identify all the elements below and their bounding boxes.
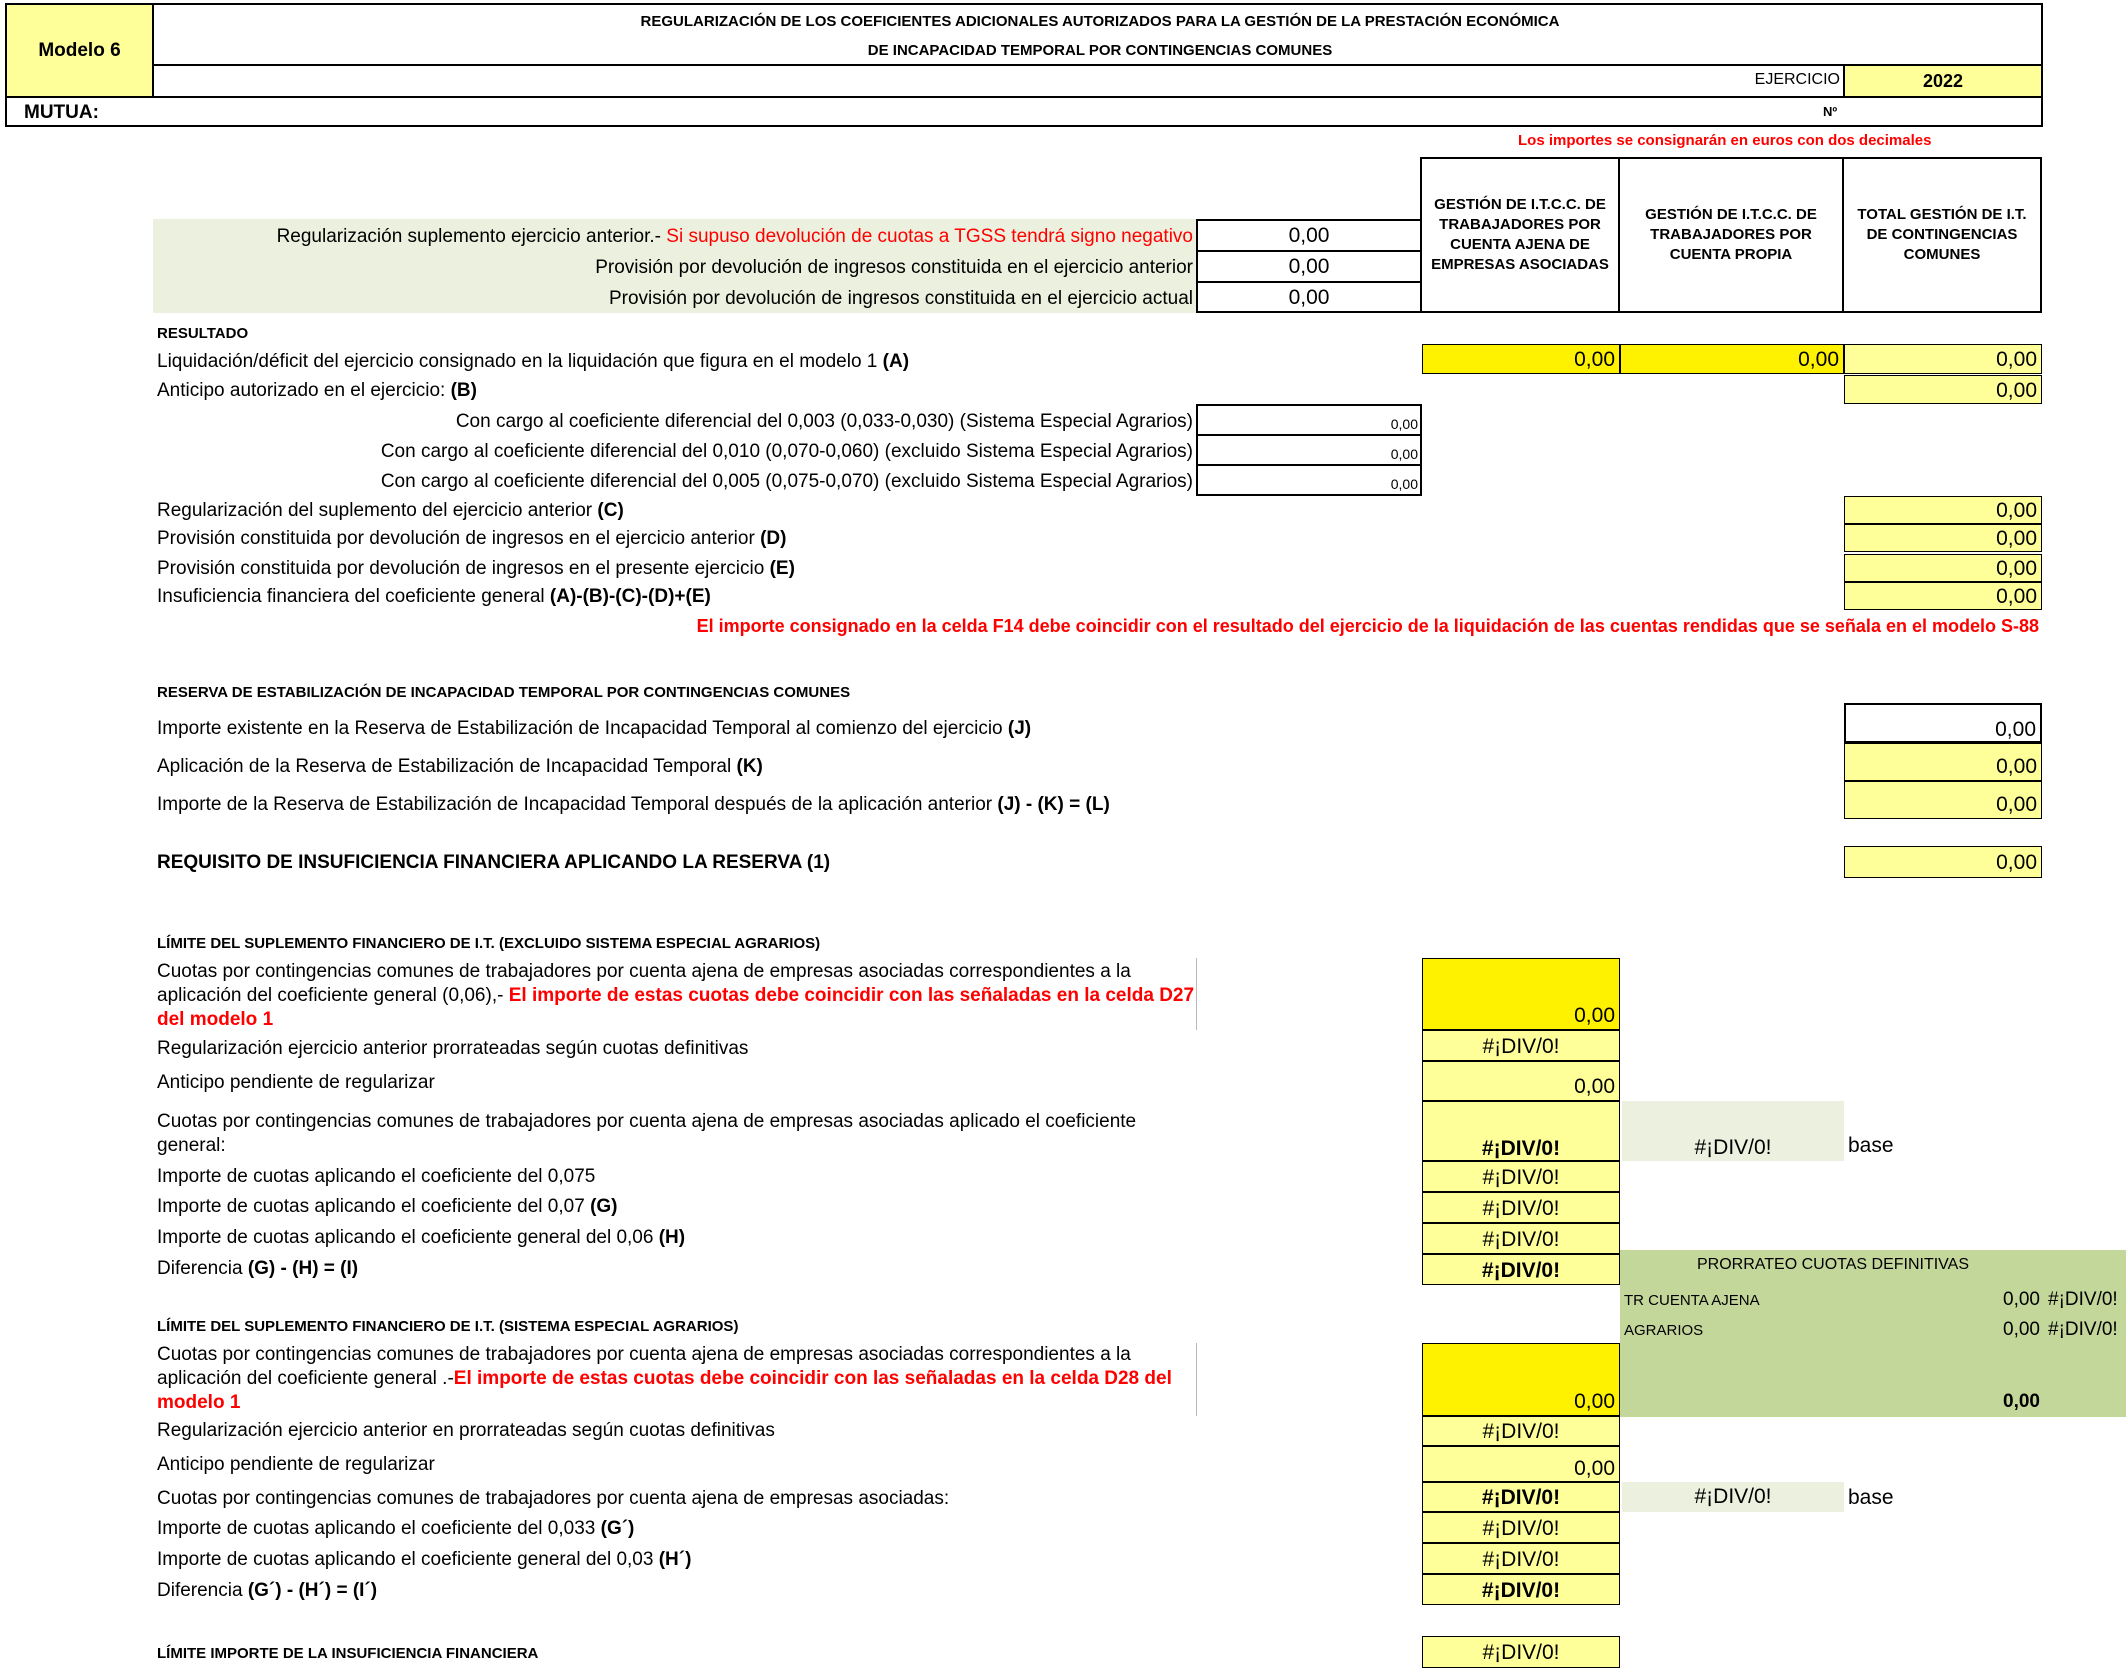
prorrateo-r1-label: TR CUENTA AJENA xyxy=(1624,1292,1760,1309)
title-line1: REGULARIZACIÓN DE LOS COEFICIENTES ADICIONALES AUTORIZADOS PARA LA GESTIÓN DE LA PRESTACIÓN ECONÓMICA xyxy=(640,13,1560,30)
prorrateo-title: PRORRATEO CUOTAS DEFINITIVAS xyxy=(1696,1256,1970,1273)
limite2-h-label xyxy=(157,1549,691,1571)
top-row-1-label xyxy=(153,226,1193,248)
top-row-1-value[interactable]: 0,00 xyxy=(1288,224,1330,247)
limite1-cuotas-text: aplicación del coeficiente general (0,06),- xyxy=(157,985,509,1006)
limite1-cuotas-line1: Cuotas por contingencias comunes de trabajadores por cuenta ajena de empresas asociadas correspondientes a la xyxy=(157,961,1131,982)
limite2-g-label xyxy=(157,1518,634,1540)
prorrateo-total: 0,00 xyxy=(2003,1391,2040,1412)
top-row-3-value[interactable]: 0,00 xyxy=(1288,286,1330,309)
row-c-label xyxy=(157,500,624,522)
row-a-text: Liquidación/déficit del ejercicio consignado en la liquidación que figura en el modelo 1 xyxy=(157,351,883,372)
row-b1-label: Con cargo al coeficiente diferencial del 0,003 (0,033-0,030) (Sistema Especial Agrarios) xyxy=(455,411,1193,432)
top-sep-1 xyxy=(1196,250,1422,252)
limite2-ant-label: Anticipo pendiente de regularizar xyxy=(157,1454,435,1475)
requisito-label: REQUISITO DE INSUFICIENCIA FINANCIERA APLICANDO LA RESERVA (1) xyxy=(157,852,831,873)
anticipo-sep-1 xyxy=(1196,434,1422,436)
limite2-cap-value[interactable]: #¡DIV/0! xyxy=(1422,1482,1620,1512)
limite1-dif-value[interactable]: #¡DIV/0! xyxy=(1422,1254,1620,1285)
ejercicio-value[interactable] xyxy=(1845,66,2041,96)
limite2-cuotas-value[interactable]: 0,00 xyxy=(1422,1343,1620,1416)
row-e-code: (E) xyxy=(769,558,795,579)
limite1-ant-value[interactable]: 0,00 xyxy=(1422,1061,1620,1101)
limite1-i06-value[interactable]: #¡DIV/0! xyxy=(1422,1223,1620,1254)
anticipo-sep-2 xyxy=(1196,464,1422,466)
limite2-h-code: (H´) xyxy=(658,1549,692,1570)
row-b-label xyxy=(157,380,477,402)
limite2-reg-value[interactable]: #¡DIV/0! xyxy=(1422,1416,1620,1446)
row-b2-value[interactable]: 0,00 xyxy=(1390,446,1418,462)
limite2-ant-value[interactable]: 0,00 xyxy=(1422,1446,1620,1482)
row-a-total[interactable]: 0,00 xyxy=(1844,344,2042,374)
row-ins-total[interactable]: 0,00 xyxy=(1844,582,2042,610)
limite1-cuotas-line3: del modelo 1 xyxy=(157,1009,274,1030)
limite1-i06-code: (H) xyxy=(658,1227,686,1248)
limite2-cap-value2: #¡DIV/0! xyxy=(1622,1482,1844,1512)
row-j-total[interactable]: 0,00 xyxy=(1844,703,2042,743)
row-c-total[interactable]: 0,00 xyxy=(1844,496,2042,524)
limite1-cuotas-line2 xyxy=(157,985,1194,1007)
row-k-text: Aplicación de la Reserva de Estabilización de Incapacidad Temporal xyxy=(157,756,737,777)
limite2-dif-value[interactable]: #¡DIV/0! xyxy=(1422,1574,1620,1605)
limite2-divider xyxy=(1196,1343,1197,1416)
row-a-code: (A) xyxy=(882,351,910,372)
row-e-label xyxy=(157,558,795,580)
limite1-cuotas-warning: El importe de estas cuotas debe coincidir con las señaladas en la celda D27 xyxy=(508,985,1195,1006)
limite1-i06-text: Importe de cuotas aplicando el coeficiente general del 0,06 xyxy=(157,1227,659,1248)
top-row-1-text: Regularización suplemento ejercicio anterior.- xyxy=(276,226,667,247)
row-e-text: Provisión constituida por devolución de ingresos en el presente ejercicio xyxy=(157,558,770,579)
numero-label: Nº xyxy=(1823,104,1838,119)
limite2-dif-code: (G´) - (H´) = (I´) xyxy=(247,1580,378,1601)
resultado-title: RESULTADO xyxy=(157,325,249,342)
limite1-dif-text: Diferencia xyxy=(157,1258,248,1279)
limite1-cap-line2: general: xyxy=(157,1135,226,1156)
limite2-g-value[interactable]: #¡DIV/0! xyxy=(1422,1512,1620,1543)
limite1-i075-value[interactable]: #¡DIV/0! xyxy=(1422,1161,1620,1192)
row-b3-label: Con cargo al coeficiente diferencial del 0,005 (0,075-0,070) (excluido Sistema Especial Agrarios) xyxy=(380,471,1193,492)
limite2-cuotas-line1: Cuotas por contingencias comunes de trabajadores por cuenta ajena de empresas asociadas correspondientes a la xyxy=(157,1344,1131,1365)
row-ins-label xyxy=(157,586,711,608)
limite1-i07-value[interactable]: #¡DIV/0! xyxy=(1422,1192,1620,1223)
row-ins-code: (A)-(B)-(C)-(D)+(E) xyxy=(549,586,711,607)
col-header-propia: GESTIÓN DE I.T.C.C. DE TRABAJADORES POR CUENTA PROPIA xyxy=(1618,157,1844,313)
limite1-cuotas-value[interactable]: 0,00 xyxy=(1422,958,1620,1030)
top-row-2-label: Provisión por devolución de ingresos constituida en el ejercicio anterior xyxy=(595,257,1193,278)
prorrateo-r2-label: AGRARIOS xyxy=(1624,1322,1704,1339)
limite2-cuotas-warning: El importe de estas cuotas debe coincidir con las señaladas en la celda D28 del xyxy=(453,1368,1172,1389)
top-row-1-warning: Si supuso devolución de cuotas a TGSS tendrá signo negativo xyxy=(666,226,1193,247)
row-e-total[interactable]: 0,00 xyxy=(1844,554,2042,582)
col-header-total: TOTAL GESTIÓN DE I.T. DE CONTINGENCIAS COMUNES xyxy=(1842,157,2042,313)
limite2-cuotas-line2 xyxy=(157,1368,1172,1390)
ejercicio-year: 2022 xyxy=(1922,70,1964,91)
row-b2-label: Con cargo al coeficiente diferencial del 0,010 (0,070-0,060) (excluido Sistema Especial Agrarios) xyxy=(380,441,1193,462)
prorrateo-r2-v2: #¡DIV/0! xyxy=(2048,1319,2118,1340)
top-row-2-value[interactable]: 0,00 xyxy=(1288,255,1330,278)
row-k-total[interactable]: 0,00 xyxy=(1844,743,2042,781)
row-b1-value[interactable]: 0,00 xyxy=(1390,416,1418,432)
limite1-cap-line1: Cuotas por contingencias comunes de trabajadores por cuenta ajena de empresas asociadas aplicado el coeficiente xyxy=(157,1111,1137,1132)
prorrateo-r1-v2: #¡DIV/0! xyxy=(2048,1289,2118,1310)
limite1-ant-label: Anticipo pendiente de regularizar xyxy=(157,1072,435,1093)
row-ins-text: Insuficiencia financiera del coeficiente general xyxy=(157,586,550,607)
limite2-cuotas-line3: modelo 1 xyxy=(157,1392,241,1413)
row-j-label xyxy=(157,718,1031,740)
limite2-g-code: (G´) xyxy=(600,1518,635,1539)
modelo-label: Modelo 6 xyxy=(38,40,121,61)
limite2-h-text: Importe de cuotas aplicando el coeficiente general del 0,03 xyxy=(157,1549,659,1570)
row-c-text: Regularización del suplemento del ejercicio anterior xyxy=(157,500,598,521)
limite2-cap-base: base xyxy=(1848,1486,1894,1509)
limite2-h-value[interactable]: #¡DIV/0! xyxy=(1422,1543,1620,1574)
prorrateo-r1-v1: 0,00 xyxy=(2003,1289,2040,1310)
row-d-label xyxy=(157,528,786,550)
row-a-propia[interactable]: 0,00 xyxy=(1620,344,1844,374)
limite2-cap-label: Cuotas por contingencias comunes de trabajadores por cuenta ajena de empresas asociadas: xyxy=(157,1488,950,1509)
row-d-text: Provisión constituida por devolución de ingresos en el ejercicio anterior xyxy=(157,528,761,549)
limite2-dif-text: Diferencia xyxy=(157,1580,248,1601)
limite1-reg-label: Regularización ejercicio anterior prorrateadas según cuotas definitivas xyxy=(157,1038,749,1059)
row-d-total[interactable]: 0,00 xyxy=(1844,524,2042,552)
top-row-3-label: Provisión por devolución de ingresos constituida en el ejercicio actual xyxy=(608,288,1193,309)
limite2-cuotas-text: aplicación del coeficiente general .- xyxy=(157,1368,454,1389)
row-b-text: Anticipo autorizado en el ejercicio: xyxy=(157,380,451,401)
limite2-reg-label: Regularización ejercicio anterior en prorrateadas según cuotas definitivas xyxy=(157,1420,775,1441)
limite1-i07-label xyxy=(157,1196,618,1218)
row-l-code: (J) - (K) = (L) xyxy=(997,794,1110,815)
mutua-label: MUTUA: xyxy=(24,102,99,123)
importes-note: Los importes se consignarán en euros con dos decimales xyxy=(1518,132,1932,149)
row-b3-value[interactable]: 0,00 xyxy=(1390,476,1418,492)
row-b-code: (B) xyxy=(450,380,477,401)
ejercicio-label: EJERCICIO xyxy=(1754,71,1840,88)
limite1-dif-label xyxy=(157,1258,358,1280)
limite-final-value[interactable]: #¡DIV/0! xyxy=(1422,1636,1620,1668)
row-l-total[interactable]: 0,00 xyxy=(1844,781,2042,819)
modelo-cell xyxy=(7,5,154,97)
row-l-label xyxy=(157,794,1110,816)
limite1-i06-label xyxy=(157,1227,685,1249)
row-k-label xyxy=(157,756,763,778)
header-divider-2 xyxy=(7,96,2043,98)
requisito-total[interactable]: 0,00 xyxy=(1844,846,2042,878)
row-d-code: (D) xyxy=(760,528,787,549)
top-sep-2 xyxy=(1196,281,1422,283)
row-l-text: Importe de la Reserva de Estabilización de Incapacidad Temporal después de la aplicación anterior xyxy=(157,794,998,815)
row-b-total[interactable]: 0,00 xyxy=(1844,375,2042,404)
row-j-text: Importe existente en la Reserva de Estabilización de Incapacidad Temporal al comienzo del ejercicio xyxy=(157,718,1008,739)
resultado-warning: El importe consignado en la celda F14 debe coincidir con el resultado del ejercicio de la liquidación de las cuentas rendidas que se señala en el modelo S-88 xyxy=(696,616,2039,636)
limite1-cap-value2: #¡DIV/0! xyxy=(1622,1101,1844,1161)
limite1-i075-label: Importe de cuotas aplicando el coeficiente del 0,075 xyxy=(157,1166,596,1187)
row-a-ajena[interactable]: 0,00 xyxy=(1422,344,1620,374)
limite1-i07-text: Importe de cuotas aplicando el coeficiente del 0,07 xyxy=(157,1196,591,1217)
limite1-divider xyxy=(1196,958,1197,1030)
limite1-cap-value[interactable]: #¡DIV/0! xyxy=(1422,1101,1620,1161)
limite2-title: LÍMITE DEL SUPLEMENTO FINANCIERO DE I.T. (SISTEMA ESPECIAL AGRARIOS) xyxy=(157,1318,739,1335)
row-j-code: (J) xyxy=(1007,718,1032,739)
limite1-dif-code: (G) - (H) = (I) xyxy=(247,1258,359,1279)
row-k-code: (K) xyxy=(736,756,763,777)
row-a-label xyxy=(157,351,909,373)
limite1-i07-code: (G) xyxy=(590,1196,618,1217)
row-c-code: (C) xyxy=(597,500,624,521)
limite1-cap-base: base xyxy=(1848,1134,1894,1157)
prorrateo-r2-v1: 0,00 xyxy=(2003,1319,2040,1340)
limite1-title: LÍMITE DEL SUPLEMENTO FINANCIERO DE I.T. (EXCLUIDO SISTEMA ESPECIAL AGRARIOS) xyxy=(157,935,821,952)
limite-final-title: LÍMITE IMPORTE DE LA INSUFICIENCIA FINANCIERA xyxy=(157,1645,539,1662)
col-header-ajena: GESTIÓN DE I.T.C.C. DE TRABAJADORES POR CUENTA AJENA DE EMPRESAS ASOCIADAS xyxy=(1420,157,1620,313)
reserva-title: RESERVA DE ESTABILIZACIÓN DE INCAPACIDAD TEMPORAL POR CONTINGENCIAS COMUNES xyxy=(157,684,851,701)
title-line2: DE INCAPACIDAD TEMPORAL POR CONTINGENCIAS COMUNES xyxy=(867,42,1333,59)
header-divider xyxy=(154,64,2043,66)
limite2-dif-label xyxy=(157,1580,377,1602)
limite2-g-text: Importe de cuotas aplicando el coeficiente del 0,033 xyxy=(157,1518,601,1539)
limite1-reg-value[interactable]: #¡DIV/0! xyxy=(1422,1030,1620,1061)
